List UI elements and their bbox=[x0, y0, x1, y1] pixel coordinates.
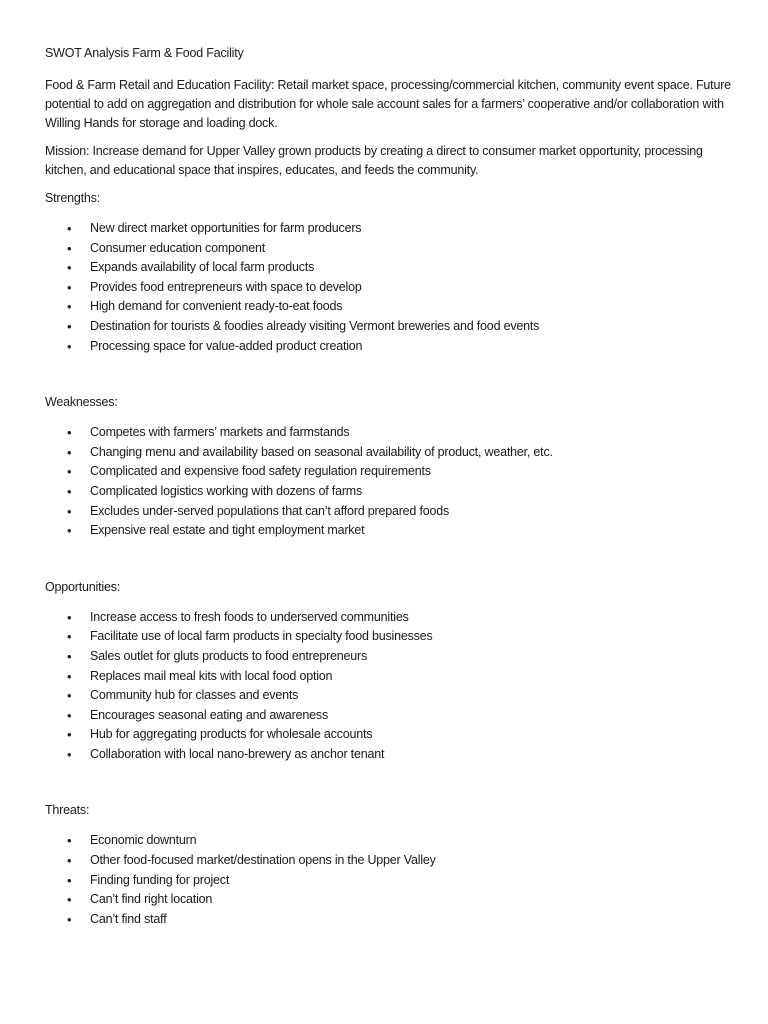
list-item-text: Community hub for classes and events bbox=[90, 688, 299, 703]
list-item bbox=[45, 706, 735, 726]
weaknesses-section bbox=[45, 393, 735, 541]
bullet-icon: • bbox=[67, 746, 72, 762]
list-item-text: Other food-focused market/destination opens in the Upper Valley bbox=[90, 853, 436, 868]
bullet-icon: • bbox=[67, 279, 72, 295]
mission-paragraph: Mission: Increase demand for Upper Valley grown products by creating a direct to consumer market opportunity, processing kitchen, and educational space that inspires, educates, and feeds the community. bbox=[45, 144, 703, 177]
weaknesses-list bbox=[45, 423, 735, 541]
list-item-text: Complicated logistics working with dozens of farms bbox=[90, 483, 363, 498]
bullet-icon: • bbox=[67, 911, 72, 927]
weaknesses-heading: Weaknesses: bbox=[45, 395, 118, 410]
bullet-icon: • bbox=[67, 483, 72, 499]
bullet-icon: • bbox=[67, 444, 72, 460]
list-item bbox=[45, 337, 735, 357]
bullet-icon: • bbox=[67, 260, 72, 276]
bullet-icon: • bbox=[67, 523, 72, 539]
list-item-text: High demand for convenient ready-to-eat foods bbox=[90, 299, 343, 314]
list-item bbox=[45, 890, 735, 910]
opportunities-list bbox=[45, 608, 735, 765]
section-spacer bbox=[45, 764, 735, 801]
list-item-text: Processing space for value-added product creation bbox=[90, 338, 363, 353]
bullet-icon: • bbox=[67, 688, 72, 704]
list-item bbox=[45, 667, 735, 687]
list-item bbox=[45, 462, 735, 482]
list-item-text: Excludes under-served populations that can’t afford prepared foods bbox=[90, 503, 450, 518]
list-item bbox=[45, 686, 735, 706]
bullet-icon: • bbox=[67, 872, 72, 888]
list-item-text: Provides food entrepreneurs with space to develop bbox=[90, 279, 362, 294]
list-item-text: Finding funding for project bbox=[90, 872, 230, 887]
list-item bbox=[45, 725, 735, 745]
bullet-icon: • bbox=[67, 464, 72, 480]
list-item bbox=[45, 608, 735, 628]
bullet-icon: • bbox=[67, 833, 72, 849]
list-item-text: Can’t find right location bbox=[90, 892, 213, 907]
list-item bbox=[45, 317, 735, 337]
list-item-text: Hub for aggregating products for wholesale accounts bbox=[90, 727, 373, 742]
section-spacer bbox=[45, 541, 735, 578]
bullet-icon: • bbox=[67, 221, 72, 236]
list-item bbox=[45, 647, 735, 667]
list-item-text: Replaces mail meal kits with local food option bbox=[90, 668, 333, 683]
bullet-icon: • bbox=[67, 425, 72, 441]
list-item bbox=[45, 502, 735, 522]
opportunities-section bbox=[45, 578, 735, 765]
list-item-text: Expensive real estate and tight employment market bbox=[90, 523, 365, 538]
list-item-text: Facilitate use of local farm products in specialty food businesses bbox=[90, 629, 433, 644]
list-item bbox=[45, 521, 735, 541]
list-item-text: Encourages seasonal eating and awareness bbox=[90, 707, 329, 722]
bullet-icon: • bbox=[67, 648, 72, 664]
strengths-section bbox=[45, 189, 735, 356]
list-item-text: Complicated and expensive food safety regulation requirements bbox=[90, 464, 431, 479]
bullet-icon: • bbox=[67, 892, 72, 908]
bullet-icon: • bbox=[67, 707, 72, 723]
threats-section bbox=[45, 801, 735, 929]
list-item bbox=[45, 278, 735, 298]
bullet-icon: • bbox=[67, 668, 72, 684]
bullet-icon: • bbox=[67, 338, 72, 354]
bullet-icon: • bbox=[67, 503, 72, 519]
list-item-text: Increase access to fresh foods to underserved communities bbox=[90, 609, 409, 624]
strengths-heading: Strengths: bbox=[45, 191, 100, 205]
list-item bbox=[45, 871, 735, 891]
list-item bbox=[45, 239, 735, 259]
section-spacer bbox=[45, 356, 735, 393]
list-item-text: Economic downturn bbox=[90, 833, 197, 848]
list-item bbox=[45, 297, 735, 317]
document-page bbox=[45, 44, 735, 929]
bullet-icon: • bbox=[67, 240, 72, 256]
list-item-text: Consumer education component bbox=[90, 240, 266, 255]
intro-paragraph: Food & Farm Retail and Education Facility: Retail market space, processing/commercial kitchen, community event space. Future potential to add on aggregation and distribution for whole sale account sales for a farmers’ cooperative and/or collaboration with Willing Hands for storage and loading dock. bbox=[45, 78, 731, 130]
list-item-text: Destination for tourists & foodies already visiting Vermont breweries and food events bbox=[90, 318, 540, 333]
list-item bbox=[45, 745, 735, 765]
list-item bbox=[45, 851, 735, 871]
list-item bbox=[45, 258, 735, 278]
bullet-icon: • bbox=[67, 853, 72, 869]
bullet-icon: • bbox=[67, 609, 72, 625]
threats-list bbox=[45, 831, 735, 929]
list-item bbox=[45, 423, 735, 443]
list-item-text: Sales outlet for gluts products to food entrepreneurs bbox=[90, 648, 368, 663]
bullet-icon: • bbox=[67, 318, 72, 334]
threats-heading: Threats: bbox=[45, 803, 90, 818]
list-item-text: Can’t find staff bbox=[90, 911, 167, 926]
list-item bbox=[45, 627, 735, 647]
opportunities-heading: Opportunities: bbox=[45, 579, 121, 594]
document-title: SWOT Analysis Farm & Food Facility bbox=[45, 46, 244, 60]
bullet-icon: • bbox=[67, 299, 72, 315]
list-item-text: New direct market opportunities for farm producers bbox=[90, 221, 362, 235]
bullet-icon: • bbox=[67, 727, 72, 743]
list-item-text: Expands availability of local farm products bbox=[90, 260, 315, 275]
list-item bbox=[45, 482, 735, 502]
list-item bbox=[45, 831, 735, 851]
list-item-text: Collaboration with local nano-brewery as anchor tenant bbox=[90, 746, 385, 761]
list-item-text: Competes with farmers’ markets and farmstands bbox=[90, 425, 350, 440]
list-item-text: Changing menu and availability based on seasonal availability of product, weather, etc. bbox=[90, 444, 553, 459]
strengths-list bbox=[45, 219, 735, 356]
list-item bbox=[45, 443, 735, 463]
list-item bbox=[45, 219, 735, 239]
bullet-icon: • bbox=[67, 629, 72, 645]
list-item bbox=[45, 910, 735, 930]
